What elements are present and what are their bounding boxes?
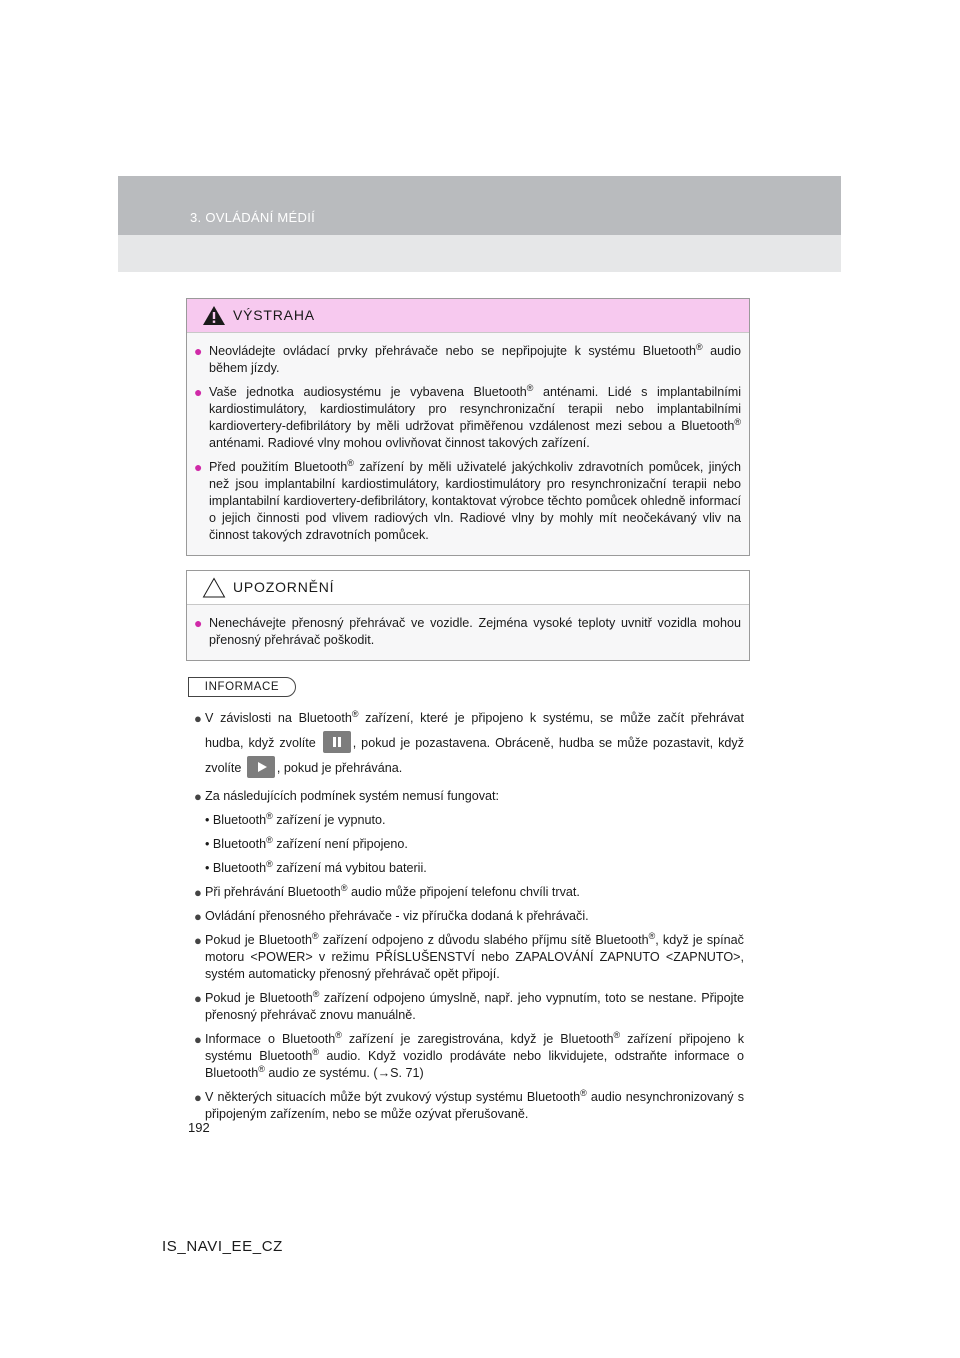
list-item: ● Pokud je Bluetooth® zařízení odpojeno úmyslně, např. jeho vypnutím, toto se nestane. Připojte přenosný přehrávač znovu manuálně. bbox=[194, 988, 744, 1022]
caution-triangle-icon bbox=[202, 577, 226, 598]
sub-item: • Bluetooth® zařízení je vypnuto. bbox=[205, 810, 386, 827]
pause-icon bbox=[323, 731, 351, 753]
sub-item: • Bluetooth® zařízení má vybitou baterii. bbox=[205, 858, 427, 875]
caution-header bbox=[187, 571, 749, 605]
list-item: ● Za následujících podmínek systém nemusí fungovat: bbox=[194, 789, 500, 804]
warning-header bbox=[187, 299, 749, 333]
bullet: ● bbox=[194, 991, 202, 1006]
page-reference: →S. 71) bbox=[377, 1066, 424, 1080]
bullet: ● bbox=[194, 459, 203, 475]
list-item: ● Při přehrávání Bluetooth® audio může připojení telefonu chvíli trvat. bbox=[194, 882, 580, 900]
document-code: IS_NAVI_EE_CZ bbox=[162, 1238, 283, 1255]
list-item: ● Neovládejte ovládací prvky přehrávače nebo se nepřipojujte k systému Bluetooth® audio během jízdy. bbox=[194, 341, 741, 375]
warning-title: VÝSTRAHA bbox=[233, 307, 315, 323]
warning-triangle-icon bbox=[202, 305, 226, 326]
list-item: ● Informace o Bluetooth® zařízení je zaregistrována, když je Bluetooth® zařízení připojeno k systému Bluetooth® audio. Když vozidlo prodáváte nebo likvidujete, odstraňte informace o Bluetooth® audio ze systému. (→S. 71) bbox=[194, 1029, 745, 1080]
section-title: 3. OVLÁDÁNÍ MÉDIÍ bbox=[190, 210, 316, 225]
bullet: ● bbox=[194, 615, 203, 631]
bullet: ● bbox=[194, 1032, 202, 1047]
bullet: ● bbox=[194, 711, 202, 726]
warning-list bbox=[193, 343, 741, 551]
list-item: ● Vaše jednotka audiosystému je vybavena Bluetooth® anténami. Lidé s implantabilními kardiostimulátory, kardiostimulátory pro resynchronizační terapii nebo implantabilními kardiovertery-defibrilátory by měli udržovat přiměřenou vzdálenost mezi sebou a Bluetooth® anténami. Radiové vlny mohou ovlivňovat činnost takových zařízení. bbox=[194, 382, 742, 450]
bullet: ● bbox=[194, 343, 203, 359]
bullet: ● bbox=[194, 909, 202, 924]
page-number: 192 bbox=[188, 1120, 210, 1135]
bullet: ● bbox=[194, 789, 202, 804]
play-icon bbox=[247, 756, 275, 778]
header-bar bbox=[118, 176, 841, 235]
caution-box bbox=[186, 570, 750, 661]
list-item: ● V některých situacích může být zvukový výstup systému Bluetooth® audio nesynchronizovaný s připojeným zařízením, nebo se může ozývat přerušovaně. bbox=[194, 1087, 744, 1121]
info-list bbox=[194, 706, 744, 1130]
sub-item: • Bluetooth® zařízení není připojeno. bbox=[205, 834, 408, 851]
bullet: ● bbox=[194, 384, 203, 400]
warning-box bbox=[186, 298, 750, 556]
list-item: ● V závislosti na Bluetooth® zařízení, které je připojeno k systému, se může začít přehrávat hudba, když zvolíte , pokud je pozastavena. Obráceně, hudba se může pozastavit, když zvolíte , pokud je přehrávána. bbox=[194, 706, 744, 781]
bullet: ● bbox=[194, 933, 202, 948]
bullet: ● bbox=[194, 885, 202, 900]
list-item: ● Nenechávejte přenosný přehrávač ve vozidle. Zejména vysoké teploty uvnitř vozidla mohou přenosný přehrávač poškodit. bbox=[194, 615, 741, 647]
list-item: ● Před použitím Bluetooth® zařízení by měli uživatelé jakýchkoliv zdravotních pomůcek, jiných než jsou implantabilní kardiostimulátory, kardiostimulátory pro resynchronizační terapii nebo implantabilní kardiovertery-defibrilátory, kontaktovat výrobce těchto pomůcek ohledně informací o jejich činnosti pod vlivem radiových vln. Radiové vlny by mohly mít neočekávaný vliv na činnost takových zdravotních pomůcek. bbox=[194, 457, 741, 542]
caution-title: UPOZORNĚNÍ bbox=[233, 579, 335, 595]
bullet: ● bbox=[194, 1090, 202, 1105]
list-item: ● Pokud je Bluetooth® zařízení odpojeno z důvodu slabého příjmu sítě Bluetooth®, když je spínač motoru <POWER> v režimu PŘÍSLUŠENSTVÍ nebo ZAPALOVÁNÍ ZAPNUTO <ZAPNUTO>, systém automaticky přenosný přehrávač opět připojí. bbox=[194, 930, 744, 981]
list-item: ● Ovládání přenosného přehrávače - viz příručka dodaná k přehrávači. bbox=[194, 909, 589, 924]
info-tag: INFORMACE bbox=[188, 677, 296, 697]
caution-list bbox=[193, 615, 741, 649]
